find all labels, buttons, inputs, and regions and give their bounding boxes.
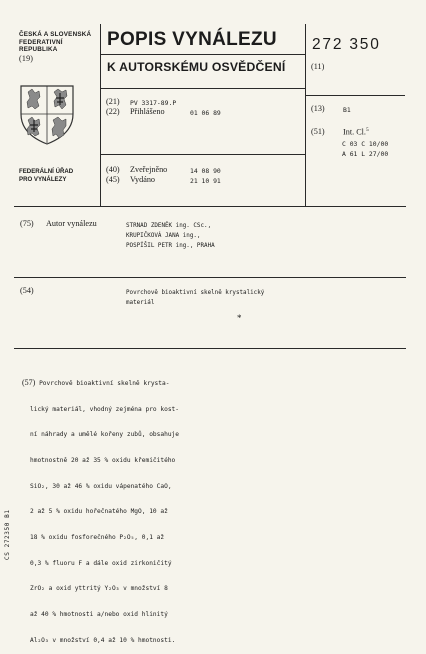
ipc-class-1: C 03 C 10/00 [342,140,389,148]
abstract-line: až 40 % hmotnosti a/nebo oxid hlinitý [30,610,168,618]
office-line: FEDERÁLNÍ ÚŘAD [19,168,74,175]
invention-title-line: Povrchově bioaktivní skelně krystalický [126,290,265,296]
field-51-label [343,127,369,137]
field-40-value: 14 08 90 [190,167,221,175]
field-45-code: (45) [106,175,120,184]
field-13-value: B1 [343,106,351,114]
office-line: PRO VYNÁLEZY [19,175,67,183]
invention-title-line: materiál [126,300,155,306]
authors-code: (75) [20,219,34,228]
header-bottom-rule [14,206,406,207]
country-line: FEDERATIVNÍ [19,38,63,46]
field-45-value: 21 10 91 [190,177,221,185]
field-45-label: Vydáno [130,175,156,184]
abstract-line: ZrO₂ a oxid yttritý Y₂O₃ v množství 8 [30,585,168,593]
field-51-code: (51) [311,127,325,136]
patent-number: 272 350 [312,36,381,53]
field-40-code: (40) [106,165,120,174]
abstract-line: Povrchově bioaktivní skelně krysta- [39,380,170,388]
right-column-divider [305,24,306,206]
field-51-superscript: 5 [365,127,369,133]
abstract-line: SiO₂, 30 až 46 % oxidu vápenatého CaO, [30,482,172,490]
dates-divider [100,154,305,155]
side-document-code: CS 272350 B1 [4,509,11,560]
country-code: (19) [19,53,34,63]
abstract-line: Al₂O₃ v množství 0,4 až 10 % hmotnosti. [30,636,176,644]
field-21-code: (21) [106,97,120,106]
document-title: POPIS VYNÁLEZU [107,29,277,50]
author-name: STRNAD ZDENĚK ing. CSc., [126,223,212,229]
invention-title [126,288,264,308]
left-column-divider [100,24,101,206]
abstract-code: (57) [22,378,36,388]
authors-list [126,221,215,251]
abstract-first-line [22,379,179,389]
country-line: ČESKÁ A SLOVENSKÁ [19,31,92,38]
field-51-label-text: Int. Cl. [343,127,366,137]
abstract-line: lický materiál, vhodný zejména pro kost- [30,405,180,413]
authors-label: Autor vynálezu [46,219,97,228]
margin-mark: * [237,313,242,323]
coat-of-arms-emblem [18,84,76,146]
field-40-label: Zveřejněno [130,165,168,174]
field-21-value: PV 3317-89.P [130,99,177,107]
author-name: KRUPIČKOVÁ JANA ing., [126,233,201,239]
office-name [19,168,73,183]
field-22-code: (22) [106,107,120,116]
abstract-line: 2 až 5 % oxidu hořečnatého MgO, 10 až [30,508,168,516]
field-22-value: 01 06 89 [190,109,221,117]
title-bottom-rule [14,348,406,349]
number-divider [305,95,405,96]
authors-bottom-rule [14,277,406,278]
abstract-line: 18 % oxidu fosforečného P₂O₅, 0,1 až [30,533,165,541]
field-13-code: (13) [311,104,325,113]
abstract-line: 0,3 % fluoru F a dále oxid zirkoničitý [30,559,172,567]
invention-title-code: (54) [20,286,34,295]
abstract-block [22,362,179,654]
author-name: POSPÍŠIL PETR ing., PRAHA [126,243,215,249]
header-divider [100,88,305,89]
title-divider [100,54,305,55]
ipc-class-2: A 61 L 27/00 [342,150,389,158]
abstract-line: hmotnostně 20 až 35 % oxidu křemičitého [30,457,176,465]
document-subtitle: K AUTORSKÉMU OSVĚDČENÍ [107,60,286,74]
country-name [19,31,91,62]
field-22-label: Přihlášeno [130,107,165,116]
field-11-code: (11) [311,62,325,71]
abstract-line: ní náhrady a umělé kořeny zubů, obsahuje [30,431,180,439]
country-line: REPUBLIKA [19,46,58,54]
